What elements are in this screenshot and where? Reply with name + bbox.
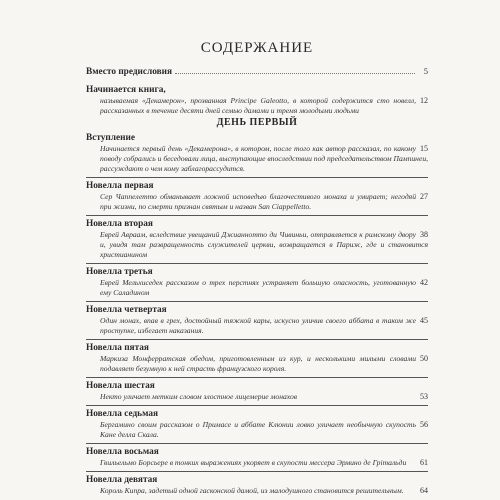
page-number: 5 — [423, 66, 428, 76]
divider — [86, 215, 428, 216]
entry-heading: Вступление — [86, 133, 135, 143]
divider — [86, 339, 428, 340]
entry-description: 50 Маркиза Монферратская обедом, приготовленным из кур, и несколькими милыми словами подавляет безумную к ней страсть французского короля. — [100, 354, 428, 373]
divider — [86, 263, 428, 264]
entry-description: 12 называемая «Декамерон», прозванная Principe Galeotto, в которой содержится сто новелл, рассказанных в течение десяти дней семью дамами и тремя молодыми людьми — [100, 96, 428, 115]
toc-entry-preface — [86, 65, 428, 78]
entry-description: 38 Еврей Авраам, вследствие увещаний Джианнотто ди Чивиньи, отправляется к римскому двору и, увидя там развращенность служителей церкви, возвращается в Париж, где и становится христианином — [100, 230, 428, 259]
page-number: 15 — [420, 144, 428, 153]
toc-entry-novella — [86, 301, 428, 336]
toc-entry-novella — [86, 215, 428, 260]
page-number: 38 — [420, 230, 428, 239]
page-number: 61 — [420, 458, 428, 467]
toc-title: СОДЕРЖАНИЕ — [200, 40, 314, 56]
entry-description: 27 Сер Чаппелетто обманывает ложной исповедью благочестивого монаха и умирает; негодяй при жизни, по смерти признан святым и назван San Ciappelletto. — [100, 192, 428, 211]
entry-heading: Новелла четвертая — [86, 305, 167, 315]
entry-description: 56 Бергамино своим рассказом о Примасе и аббате Клюнии ловко уличает необычную скупость Кане делла Скала. — [100, 420, 428, 439]
toc-entry-novella — [86, 377, 428, 402]
entry-description: 53 Некто уличает метким словом злостное лицемерие монахов — [100, 392, 428, 401]
toc-entry-novella — [86, 132, 428, 174]
toc-entry-novella — [86, 177, 428, 212]
entry-description: 61 Гвильельмо Борсьере в тонких выражениях укоряет в скупости мессера Эрмино де Грimальди — [100, 458, 428, 467]
divider — [86, 443, 428, 444]
page-number: 12 — [420, 96, 428, 105]
entry-heading: Начинается книга, — [86, 85, 166, 95]
page-number: 56 — [420, 420, 428, 429]
entry-heading: Новелла третья — [86, 267, 153, 277]
divider — [86, 405, 428, 406]
page-number: 64 — [420, 486, 428, 495]
entry-heading: Новелла вторая — [86, 219, 153, 229]
dot-leader — [175, 73, 415, 74]
entry-description: 45 Один монах, впав в грех, достойный тяжкой кары, искусно уличив своего аббата в таком же проступке, избегает наказания. — [100, 316, 428, 335]
page-number: 50 — [420, 354, 428, 363]
toc-entry-novella — [86, 405, 428, 440]
entry-heading: Новелла пятая — [86, 343, 149, 353]
divider — [86, 471, 428, 472]
divider — [86, 377, 428, 378]
toc-entry-novella — [86, 443, 428, 468]
novella-list — [86, 132, 428, 496]
entry-description: 15 Начинается первый день «Декамерона», в котором, после того как автор рассказал, по какому поводу собрались и беседовали лица, выступающие впоследствии под председательством Пампинеи, рассуждают о чем кому заблагорассудится. — [100, 144, 429, 173]
divider — [86, 301, 428, 302]
page-number: 53 — [420, 392, 428, 401]
entry-heading: Новелла шестая — [86, 381, 155, 391]
day-heading: ДЕНЬ ПЕРВЫЙ — [216, 117, 298, 128]
entry-heading: Новелла первая — [86, 181, 154, 191]
toc-entry-novella — [86, 339, 428, 374]
entry-description: 64 Король Кипра, задетый одной гасконской дамой, из малодушного становится решительным. — [100, 486, 428, 495]
toc-entry-novella — [86, 263, 428, 298]
toc-entry-novella — [86, 471, 428, 496]
page-number: 45 — [420, 316, 428, 325]
entry-heading: Новелла седьмая — [86, 409, 159, 419]
toc-entry-book-start — [86, 84, 428, 116]
entry-heading: Вместо предисловия — [86, 67, 173, 77]
divider — [86, 177, 428, 178]
entry-description: 42 Еврей Мельхиседек рассказом о трех перстнях устраняет большую опасность, уготованную ему Саладином — [100, 278, 428, 297]
page-number: 27 — [420, 192, 428, 201]
entry-heading: Новелла восьмая — [86, 447, 159, 457]
entry-heading: Новелла девятая — [86, 475, 158, 485]
page-number: 42 — [420, 278, 428, 287]
